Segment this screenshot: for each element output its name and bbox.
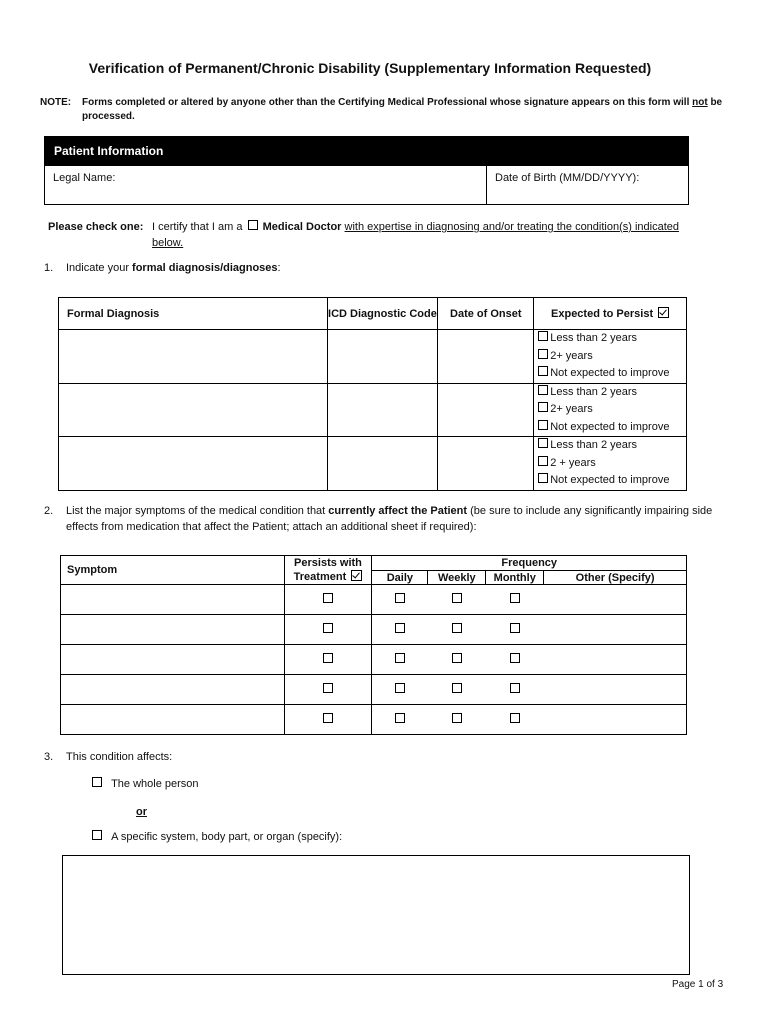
icd-cell[interactable] [327,330,438,384]
persist-option [534,401,686,419]
daily-checkbox[interactable] [395,683,405,693]
weekly-checkbox[interactable] [452,653,462,663]
persists-cell [284,645,372,675]
symptom-cell[interactable] [61,615,285,645]
persists-checkbox[interactable] [323,713,333,723]
other-specify-cell[interactable] [544,675,687,705]
other-specify-header: Other (Specify) [544,571,687,585]
persists-checkbox[interactable] [323,683,333,693]
note-text: Forms completed or altered by anyone other than the Certifying Medical Professional whose signature appears on this form will not be processed. [82,97,723,122]
specific-system-option [92,829,342,845]
daily-cell [372,705,428,735]
monthly-cell [486,705,544,735]
icd-cell[interactable] [327,383,438,437]
medical-doctor-checkbox[interactable] [248,220,258,230]
monthly-cell [486,645,544,675]
weekly-checkbox[interactable] [452,593,462,603]
onset-cell[interactable] [438,383,534,437]
table-row [61,645,687,675]
persist-options-cell [534,383,687,437]
persists-cell [284,705,372,735]
daily-header: Daily [372,571,428,585]
persist-option-label: Not expected to improve [550,367,670,379]
persist-checkbox[interactable] [538,385,548,395]
specify-text-area[interactable] [62,855,690,975]
daily-checkbox[interactable] [395,593,405,603]
monthly-header: Monthly [486,571,544,585]
date-of-birth-label: Date of Birth (MM/DD/YYYY): [495,172,640,184]
persist-option-label: Not expected to improve [550,474,670,486]
persists-checkbox[interactable] [323,653,333,663]
persist-option [534,419,686,437]
persist-option-label: Not expected to improve [550,420,670,433]
formal-diagnosis-header: Formal Diagnosis [59,298,328,330]
monthly-checkbox[interactable] [510,653,520,663]
persist-option [534,455,686,473]
expected-to-persist-header: Expected to Persist [534,298,687,330]
symptom-table [60,555,687,735]
persist-option [534,330,686,348]
other-specify-cell[interactable] [544,585,687,615]
symptom-cell[interactable] [61,585,285,615]
monthly-checkbox[interactable] [510,683,520,693]
patient-information-section [44,136,689,205]
monthly-cell [486,585,544,615]
persist-option-label: 2+ years [550,349,593,362]
daily-cell [372,645,428,675]
persist-option [534,348,686,366]
table-row [61,615,687,645]
persist-options-cell [534,437,687,491]
persist-option [534,437,686,455]
persists-checkbox[interactable] [323,593,333,603]
or-label: or [136,806,147,818]
symptom-cell[interactable] [61,675,285,705]
table-row [61,585,687,615]
persists-cell [284,675,372,705]
persist-checkbox[interactable] [538,456,548,466]
weekly-header: Weekly [428,571,486,585]
whole-person-label: The whole person [111,778,199,790]
monthly-cell [486,675,544,705]
form-title: Verification of Permanent/Chronic Disability (Supplementary Information Requested) [88,60,652,76]
weekly-checkbox[interactable] [452,623,462,633]
table-row [59,383,687,437]
onset-cell[interactable] [438,437,534,491]
diagnosis-cell[interactable] [59,383,328,437]
checked-box-icon [658,307,669,318]
icd-cell[interactable] [327,437,438,491]
weekly-cell [428,585,486,615]
monthly-checkbox[interactable] [510,593,520,603]
table-row [61,675,687,705]
diagnosis-cell[interactable] [59,330,328,384]
specific-system-checkbox[interactable] [92,830,102,840]
monthly-checkbox[interactable] [510,623,520,633]
symptom-cell[interactable] [61,645,285,675]
medical-doctor-label: Medical Doctor [262,221,342,233]
daily-cell [372,585,428,615]
diagnosis-table [58,297,687,491]
diagnosis-cell[interactable] [59,437,328,491]
daily-cell [372,675,428,705]
table-row [59,330,687,384]
monthly-cell [486,615,544,645]
persist-option-label: Less than 2 years [550,439,638,451]
persist-option-label: Less than 2 years [550,332,638,344]
weekly-cell [428,615,486,645]
persists-with-treatment-header: Persists with Treatment [284,556,372,585]
persists-checkbox[interactable] [323,623,333,633]
daily-cell [372,615,428,645]
other-specify-cell[interactable] [544,615,687,645]
persist-option [534,365,686,383]
note-label: NOTE: [40,97,72,108]
legal-name-label: Legal Name: [53,172,116,184]
weekly-cell [428,645,486,675]
persist-options-cell [534,330,687,384]
daily-checkbox[interactable] [395,623,405,633]
onset-cell[interactable] [438,330,534,384]
persist-checkbox[interactable] [538,438,548,448]
persist-checkbox[interactable] [538,331,548,341]
date-of-birth-field[interactable] [487,166,647,204]
specific-system-label: A specific system, body part, or organ (specify): [111,831,343,843]
certify-text: with expertise in diagnosing and/or treating the condition(s) indicated below. [152,221,680,249]
monthly-checkbox[interactable] [510,713,520,723]
persist-option [534,384,686,402]
persist-checkbox[interactable] [538,473,548,483]
other-specify-cell[interactable] [544,705,687,735]
persist-option [534,472,686,490]
persist-checkbox[interactable] [538,420,548,430]
persist-checkbox[interactable] [538,349,548,359]
page-number: Page 1 of 3 [672,979,724,990]
persist-option-label: 2+ years [550,403,593,415]
persist-checkbox[interactable] [538,402,548,412]
other-specify-cell[interactable] [544,645,687,675]
date-of-onset-header: Date of Onset [438,298,534,330]
weekly-cell [428,705,486,735]
persist-option-label: Less than 2 years [550,385,638,398]
daily-checkbox[interactable] [395,713,405,723]
table-row [59,437,687,491]
weekly-checkbox[interactable] [452,683,462,693]
symptom-cell[interactable] [61,705,285,735]
persists-cell [284,585,372,615]
weekly-cell [428,675,486,705]
persist-option-label: 2 + years [550,456,596,469]
patient-information-header: Patient Information [44,136,689,166]
icd-header: ICD Diagnostic Code [327,298,438,330]
symptom-header: Symptom [61,556,285,585]
please-check-one-label: Please check one: [48,221,144,233]
table-row [61,705,687,735]
legal-name-field[interactable] [45,166,487,204]
whole-person-option [92,776,199,792]
persists-cell [284,615,372,645]
frequency-header: Frequency [372,556,687,571]
checked-box-icon [351,570,362,581]
daily-checkbox[interactable] [395,653,405,663]
persist-checkbox[interactable] [538,366,548,376]
weekly-checkbox[interactable] [452,713,462,723]
whole-person-checkbox[interactable] [92,777,102,787]
